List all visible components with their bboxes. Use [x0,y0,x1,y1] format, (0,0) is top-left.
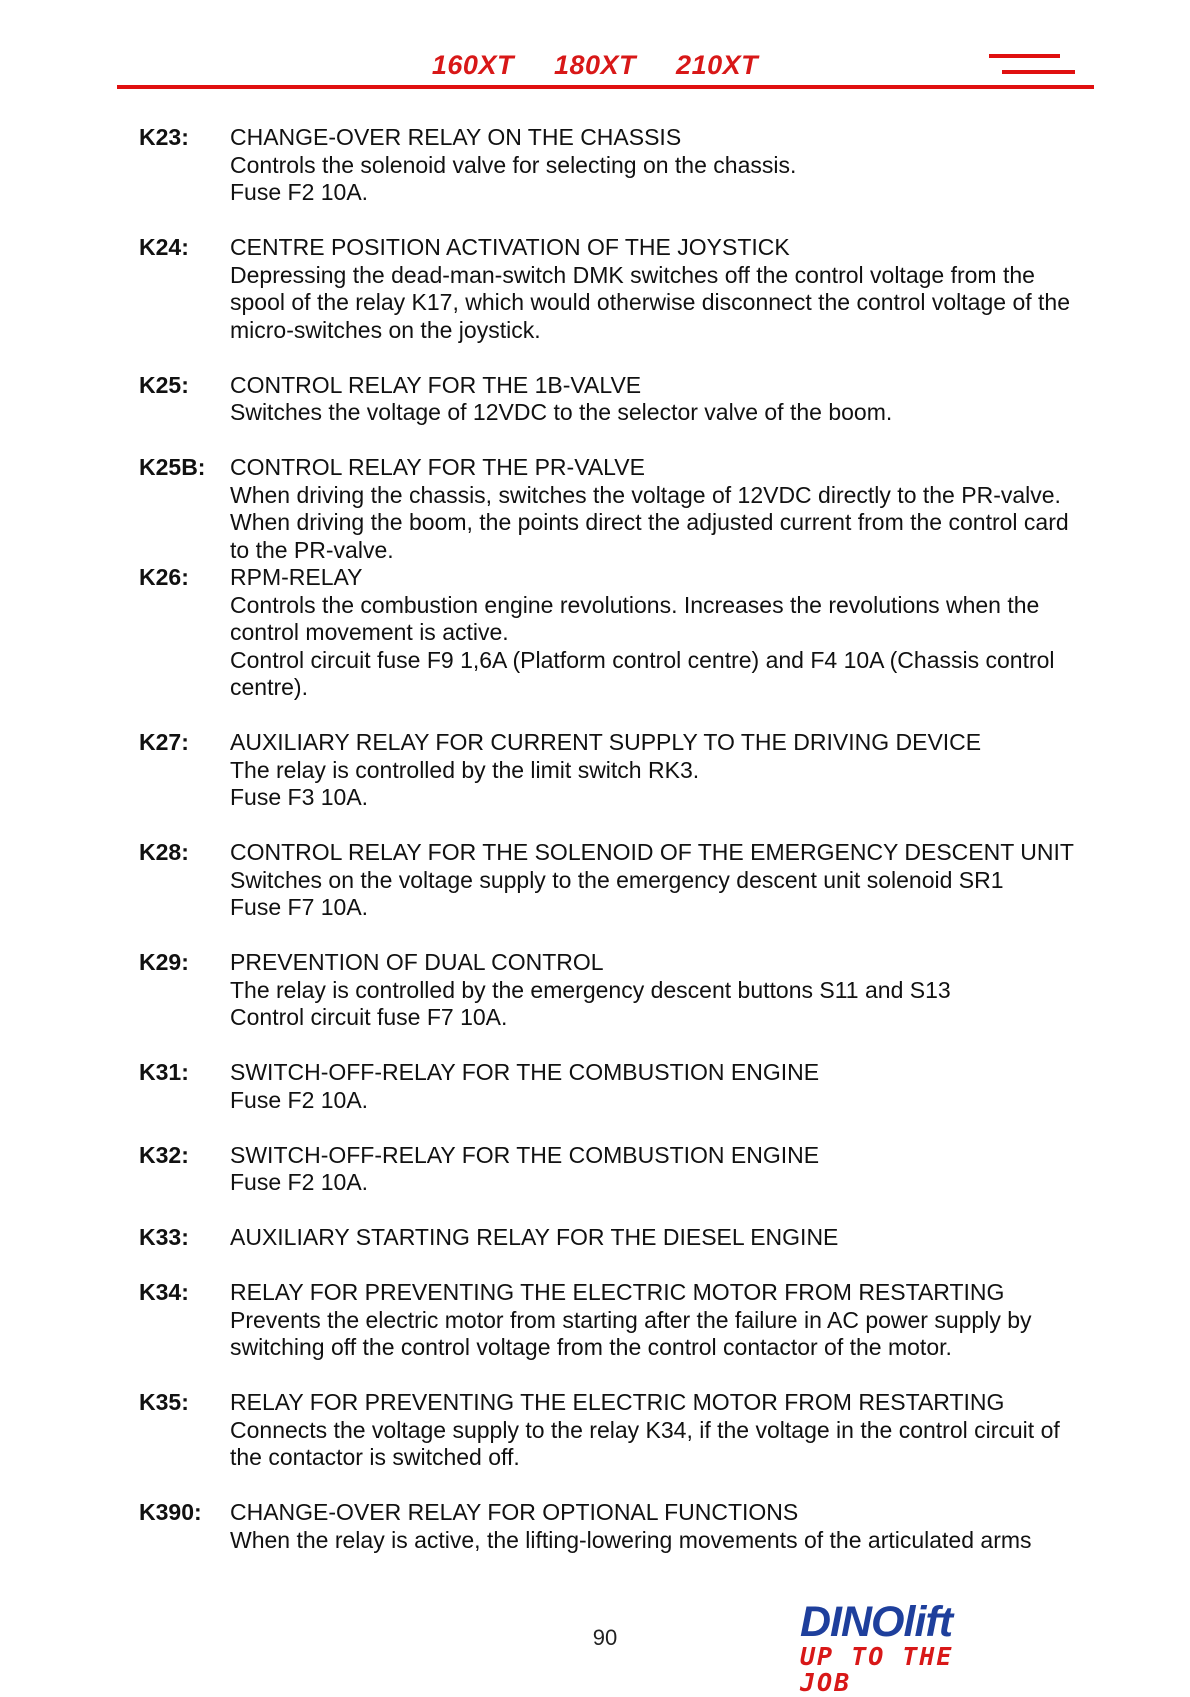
header-rule [117,85,1094,89]
relay-title: CONTROL RELAY FOR THE SOLENOID OF THE EMERGENCY DESCENT UNIT [230,839,1074,865]
relay-description [230,454,1079,564]
relay-description [230,1499,1079,1554]
relay-description [230,1389,1079,1472]
relay-text: Switches on the voltage supply to the emergency descent unit solenoid SR1 [230,866,1004,893]
relay-code: K33: [139,1224,189,1250]
relay-text: Prevents the electric motor from starting after the failure in AC power supply by switching off the control voltage from the control contactor of the motor. [230,1306,1032,1360]
relay-entry [139,454,1079,564]
relay-title: CONTROL RELAY FOR THE PR-VALVE [230,454,645,480]
header-accent-line [1002,70,1075,74]
relay-entry [139,1142,1079,1197]
page-footer [0,1598,1190,1697]
relay-text: The relay is controlled by the limit switch RK3. [230,756,700,783]
relay-title: RELAY FOR PREVENTING THE ELECTRIC MOTOR FROM RESTARTING [230,1279,1005,1305]
relay-code: K35: [139,1389,189,1415]
relay-entry [139,729,1079,812]
logo-brand: DINOlift [800,1598,953,1646]
header-accent-line [989,54,1060,58]
relay-code: K25: [139,371,189,398]
relay-title: SWITCH-OFF-RELAY FOR THE COMBUSTION ENGINE [230,1141,820,1168]
relay-entry [139,1279,1079,1362]
relay-entry [139,564,1079,702]
relay-entry [139,839,1079,922]
relay-entry [139,949,1079,1032]
relay-text: Controls the solenoid valve for selecting on the chassis. [230,151,797,178]
relay-code: K28: [139,839,189,865]
relay-description [230,564,1079,702]
page-number: 90 [592,1625,618,1650]
relay-title: CENTRE POSITION ACTIVATION OF THE JOYSTICK [230,234,790,260]
relay-text: Controls the combustion engine revolutions. Increases the revolutions when the control movement is active. [230,591,1040,645]
relay-title: RPM-RELAY [230,564,363,590]
relay-entry [139,234,1079,344]
relay-title: PREVENTION OF DUAL CONTROL [230,949,604,975]
relay-description [230,729,1079,812]
relay-title: CONTROL RELAY FOR THE 1B-VALVE [230,371,642,398]
relay-title: CHANGE-OVER RELAY ON THE CHASSIS [230,124,682,150]
relay-text: Fuse F2 10A. [230,1086,369,1113]
relay-code: K26: [139,564,189,590]
relay-description [230,1142,1079,1197]
relay-code: K23: [139,124,189,150]
relay-description [230,234,1079,344]
logo-tagline: UP TO THE JOB [800,1642,954,1697]
relay-entry [139,1389,1079,1472]
relay-description [230,839,1079,922]
model-title: 210XT [676,50,759,80]
relay-entry [139,372,1079,427]
relay-entry [139,1224,1079,1252]
relay-code: K390: [139,1499,202,1525]
relay-text: When the relay is active, the lifting-lowering movements of the articulated arms [230,1526,1032,1553]
relay-description [230,1279,1079,1362]
relay-description [230,1224,1079,1252]
relay-description [230,124,1079,207]
relay-title: SWITCH-OFF-RELAY FOR THE COMBUSTION ENGINE [230,1059,820,1085]
relay-text: Depressing the dead-man-switch DMK switches off the control voltage from the spool of the relay K17, which would otherwise disconnect the control voltage of the micro-switches on the joystick. [230,261,1070,343]
model-title: 180XT [553,50,637,80]
relay-code: K31: [139,1059,189,1085]
relay-title: RELAY FOR PREVENTING THE ELECTRIC MOTOR FROM RESTARTING [230,1389,1005,1415]
relay-title: AUXILIARY RELAY FOR CURRENT SUPPLY TO THE DRIVING DEVICE [230,729,982,755]
relay-text: Fuse F2 10A. [230,179,369,205]
relay-text: Control circuit fuse F9 1,6A (Platform control centre) and F4 10A (Chassis control centre). [230,646,1055,700]
dinolift-logo [800,1600,1015,1696]
relay-text: Connects the voltage supply to the relay K34, if the voltage in the control circuit of the contactor is switched off. [230,1416,1060,1470]
relay-text: Fuse F2 10A. [230,1169,369,1195]
model-title: 160XT [431,50,514,80]
relay-entry [139,1499,1079,1554]
relay-text: Control circuit fuse F7 10A. [230,1004,508,1030]
relay-text: Switches the voltage of 12VDC to the selector valve of the boom. [230,399,893,425]
relay-list [139,124,1079,1582]
relay-code: K32: [139,1141,189,1168]
relay-entry [139,1059,1079,1114]
relay-code: K34: [139,1279,189,1305]
relay-text: Fuse F3 10A. [230,784,369,810]
relay-code: K27: [139,729,189,755]
relay-entry [139,124,1079,207]
relay-code: K24: [139,234,189,260]
relay-description [230,372,1079,427]
relay-text: The relay is controlled by the emergency descent buttons S11 and S13 [230,976,951,1003]
relay-description [230,949,1079,1032]
relay-title: AUXILIARY STARTING RELAY FOR THE DIESEL ENGINE [230,1224,839,1250]
relay-title: CHANGE-OVER RELAY FOR OPTIONAL FUNCTIONS [230,1499,799,1525]
relay-text: When driving the chassis, switches the voltage of 12VDC directly to the PR-valve. When driving the boom, the points direct the adjusted current from the control card to the PR-valve. [230,481,1069,563]
relay-code: K25B: [139,454,206,480]
relay-text: Fuse F7 10A. [230,894,369,920]
relay-code: K29: [139,949,189,975]
relay-description [230,1059,1079,1114]
page-header [0,0,1190,100]
